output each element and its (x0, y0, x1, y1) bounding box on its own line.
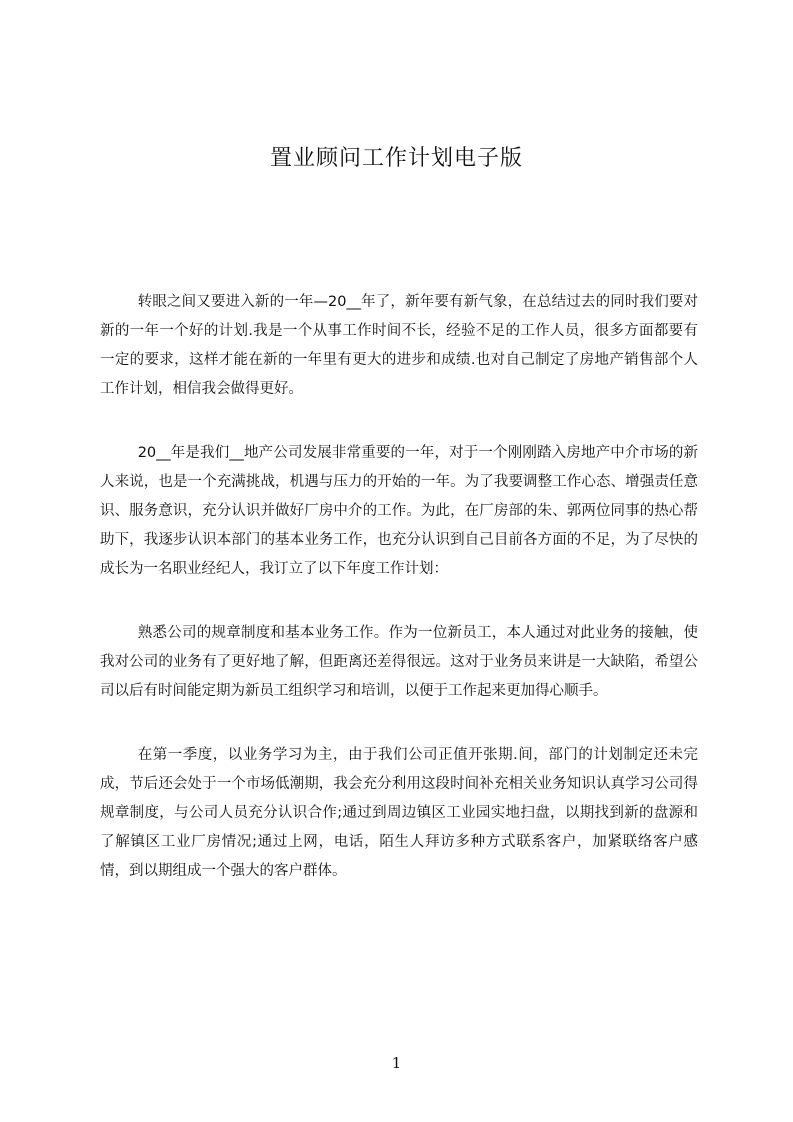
paragraph-intro: 转眼之间又要进入新的一年—20__年了，新年要有新气象，在总结过去的同时我们要对新的一年一个好的计划.我是一个从事工作时间不长，经验不足的工作人员，很多方面都要有一定的要求，这样才能在新的一年里有更大的进步和成绩.也对自己制定了房地产销售部个人工作计划，相信我会做得更好。 (100, 294, 698, 397)
document-title: 置业顾问工作计划电子版 (269, 146, 523, 171)
paragraph-year-plan: 20__年是我们__地产公司发展非常重要的一年，对于一个刚刚踏入房地产中介市场的新人来说，也是一个充满挑战，机遇与压力的开始的一年。为了我要调整工作心态、增强责任意识、服务意识，充分认识并做好厂房中介的工作。为此，在厂房部的朱、郭两位同事的热心帮助下，我逐步认识本部门的基本业务工作，也充分认识到自己目前各方面的不足，为了尽快的成长为一名职业经纪人，我订立了以下年度工作计划： (100, 445, 698, 577)
page-number: 1 (391, 1054, 402, 1072)
paragraph-company-rules: 熟悉公司的规章制度和基本业务工作。作为一位新员工，本人通过对此业务的接触，使我对公司的业务有了更好地了解，但距离还差得很远。这对于业务员来讲是一大缺陷，希望公司以后有时间能定期为新员工组织学习和培训，以便于工作起来更加得心顺手。 (100, 625, 698, 699)
paragraph-first-quarter: 在第一季度，以业务学习为主，由于我们公司正值开张期.间，部门的计划制定还未完成，节后还会处于一个市场低潮期，我会充分利用这段时间补充相关业务知识认真学习公司得规章制度，与公司人员充分认识合作;通过到周边镇区工业园实地扫盘，以期找到新的盘源和了解镇区工业厂房情况;通过上网，电话，陌生人拜访多种方式联系客户，加紧联络客户感情，到以期组成一个强大的客户群体。 (100, 747, 698, 879)
document-body (100, 288, 698, 921)
